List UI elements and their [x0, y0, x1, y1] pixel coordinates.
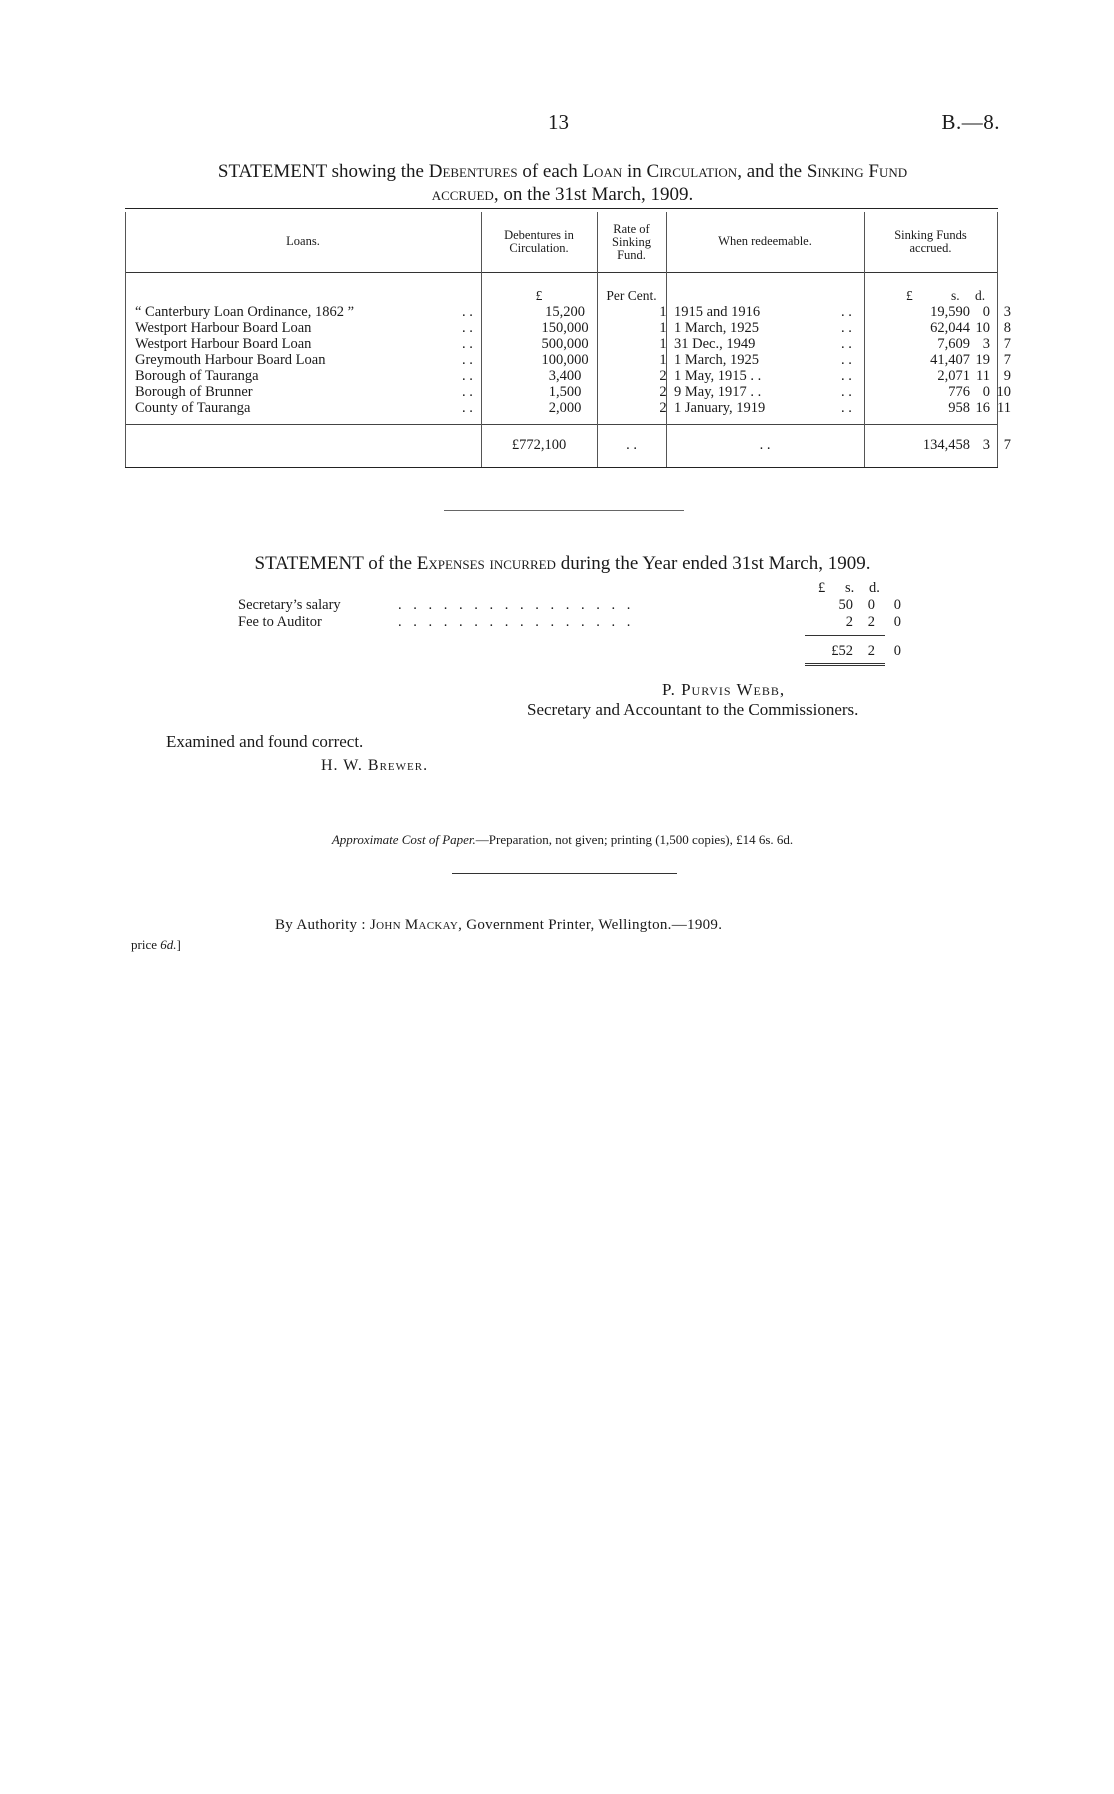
redeemable-date: 1 May, 1915 . . [674, 368, 762, 384]
total-pounds: 134,458 [922, 437, 970, 453]
title-text: during the Year ended 31st March, 1909. [555, 553, 871, 574]
expenses-statement-title [125, 553, 1000, 575]
unit-pence: d. [869, 580, 880, 596]
title-text: Circulation [646, 161, 738, 182]
table-row [125, 368, 1011, 384]
dot-leaders: . . . . . . . . . . . . . . . . [398, 614, 635, 630]
unit-shillings: s. [845, 580, 855, 596]
unit-pound: £ [818, 580, 826, 596]
unit-pound: £ [535, 288, 543, 303]
sinking-pounds: 62,044 [930, 320, 970, 336]
header-line: Rate of [613, 222, 650, 236]
debentures-value: 3,400 [548, 368, 582, 384]
loan-name: Greymouth Harbour Board Loan [135, 352, 326, 368]
dot-leaders: . . [462, 320, 473, 336]
cost-label: Approximate Cost of Paper. [331, 832, 476, 847]
signatory-name: P. Purvis Webb, [662, 680, 786, 699]
rate-value: 1 [659, 304, 667, 320]
table-rule [125, 424, 998, 425]
expense-shillings: 0 [867, 597, 875, 613]
column-header-debentures [481, 229, 597, 255]
sinking-pence: 8 [1003, 320, 1011, 336]
title-text: accrued [431, 184, 494, 205]
table-row [125, 304, 1011, 320]
loan-name: Westport Harbour Board Loan [135, 320, 312, 336]
sinking-shillings: 19 [975, 352, 990, 368]
page-number: 13 [548, 110, 569, 134]
rate-value: 2 [659, 400, 667, 416]
title-text: Expenses incurred [416, 553, 556, 574]
printer-name: John Mackay [369, 917, 459, 933]
total-when: . . [759, 437, 771, 453]
loan-name: Borough of Brunner [135, 384, 253, 400]
header-line: Fund. [617, 248, 646, 262]
price-bracket: ] [176, 937, 181, 952]
debentures-value: 100,000 [541, 352, 589, 368]
dot-leaders: . . [462, 384, 473, 400]
rate-value: 1 [659, 320, 667, 336]
debentures-value: 2,000 [548, 400, 582, 416]
sum-rule [805, 635, 885, 636]
table-row [125, 352, 1011, 368]
redeemable-date: 9 May, 1917 . . [674, 384, 762, 400]
sinking-shillings: 16 [975, 400, 990, 416]
column-header-when: When redeemable. [718, 234, 812, 248]
expense-total-row [238, 643, 901, 660]
unit-pound: £ [906, 288, 913, 303]
dot-leaders: . . [841, 400, 852, 416]
loan-name: Borough of Tauranga [135, 368, 259, 384]
expense-pounds: 50 [838, 597, 853, 613]
sinking-pounds: 2,071 [937, 368, 970, 384]
debentures-value: 15,200 [545, 304, 585, 320]
unit-pence: d. [975, 288, 986, 303]
imprint-text: By Authority : [275, 917, 370, 933]
sinking-pence: 9 [1003, 368, 1011, 384]
expense-total-pence: 0 [893, 643, 901, 659]
signatory-title: Secretary and Accountant to the Commissioners. [527, 700, 859, 719]
rate-value: 1 [659, 352, 667, 368]
dot-leaders: . . [841, 304, 852, 320]
loan-name: Westport Harbour Board Loan [135, 336, 312, 352]
expense-row [238, 597, 901, 614]
sinking-shillings: 0 [982, 384, 990, 400]
sinking-pence: 7 [1003, 352, 1011, 368]
sinking-pounds: 7,609 [937, 336, 970, 352]
expense-label: Fee to Auditor [238, 614, 322, 630]
column-header-rate [597, 223, 666, 262]
dot-leaders: . . . . . . . . . . . . . . . . [398, 597, 635, 613]
dot-leaders: . . [462, 352, 473, 368]
header-line: Circulation. [509, 241, 569, 255]
total-shillings: 3 [982, 437, 990, 453]
dot-leaders: . . [462, 368, 473, 384]
table-row [125, 320, 1011, 336]
expense-pence: 0 [893, 597, 901, 613]
rate-value: 2 [659, 384, 667, 400]
dot-leaders: . . [462, 304, 473, 320]
header-line: Sinking Funds [894, 228, 967, 242]
cost-text: —Preparation, not given; printing (1,500 copies), £14 6s. 6d. [475, 832, 794, 847]
column-header-loans: Loans. [286, 234, 320, 248]
dot-leaders: . . [462, 336, 473, 352]
table-rule [125, 208, 998, 209]
expense-total-pounds: £52 [831, 643, 853, 659]
rate-value: 1 [659, 336, 667, 352]
price-label: price [131, 937, 161, 952]
header-line: Sinking [612, 235, 651, 249]
expense-label: Secretary’s salary [238, 597, 341, 613]
dot-leaders: . . [841, 336, 852, 352]
sinking-shillings: 10 [975, 320, 990, 336]
expense-row [238, 614, 901, 631]
title-text: STATEMENT showing the [217, 161, 429, 182]
redeemable-date: 31 Dec., 1949 [674, 336, 756, 352]
expense-pence: 0 [893, 614, 901, 630]
title-text: , and the [737, 161, 807, 182]
header-line: Debentures in [504, 228, 574, 242]
table-rule [125, 272, 998, 273]
sinking-pounds: 958 [948, 400, 970, 416]
unit-shillings: s. [951, 288, 960, 303]
expense-shillings: 2 [867, 614, 875, 630]
section-separator [444, 510, 684, 511]
sinking-pounds: 41,407 [930, 352, 970, 368]
redeemable-date: 1 January, 1919 [674, 400, 766, 416]
printer-imprint [275, 917, 722, 934]
rate-value: 2 [659, 368, 667, 384]
section-separator [452, 873, 677, 874]
sinking-pounds: 776 [948, 384, 970, 400]
dot-leaders: . . [841, 352, 852, 368]
unit-per-cent: Per Cent. [606, 288, 657, 303]
cost-of-paper-note [125, 832, 1000, 848]
price-value: 6d. [160, 937, 177, 952]
dot-leaders: . . [841, 320, 852, 336]
imprint-text: , Government Printer, Wellington.—1909. [458, 917, 723, 933]
title-text: Sinking Fund [806, 161, 908, 182]
redeemable-date: 1915 and 1916 [674, 304, 761, 320]
table-row [125, 400, 1011, 416]
title-text: STATEMENT of the [254, 553, 417, 574]
sinking-shillings: 3 [982, 336, 990, 352]
debentures-value: 150,000 [541, 320, 589, 336]
debentures-statement-title [125, 160, 1000, 206]
expense-total-shillings: 2 [867, 643, 875, 659]
redeemable-date: 1 March, 1925 [674, 352, 759, 368]
debentures-table [125, 208, 1011, 470]
sinking-shillings: 0 [982, 304, 990, 320]
debentures-value: 500,000 [541, 336, 589, 352]
audit-statement: Examined and found correct. [166, 732, 364, 751]
title-text: of each [517, 161, 583, 182]
title-text: Debentures [428, 161, 518, 182]
table-row [125, 384, 1011, 400]
sinking-pence: 7 [1003, 336, 1011, 352]
title-text: Loan [582, 161, 623, 182]
table-row [125, 336, 1011, 352]
auditor-name: H. W. Brewer. [321, 757, 429, 774]
dot-leaders: . . [841, 384, 852, 400]
dot-leaders: . . [462, 400, 473, 416]
total-rate: . . [626, 437, 637, 453]
loan-name: County of Tauranga [135, 400, 251, 416]
redeemable-date: 1 March, 1925 [674, 320, 759, 336]
title-text: , on the 31st March, 1909. [493, 184, 694, 205]
title-text: in [622, 161, 647, 182]
table-rule [125, 467, 998, 468]
sinking-pence: 11 [997, 400, 1011, 416]
total-debentures: £772,100 [511, 437, 567, 453]
expense-pounds: 2 [845, 614, 853, 630]
column-header-sinking [864, 229, 997, 255]
sinking-shillings: 11 [976, 368, 990, 384]
debentures-value: 1,500 [548, 384, 582, 400]
dot-leaders: . . [841, 368, 852, 384]
total-pence: 7 [1003, 437, 1011, 453]
loan-name: “ Canterbury Loan Ordinance, 1862 ” [135, 304, 355, 320]
total-double-rule [805, 663, 885, 668]
price-note [131, 937, 181, 953]
document-reference: B.—8. [941, 110, 1000, 134]
sinking-pence: 3 [1003, 304, 1011, 320]
sinking-pounds: 19,590 [930, 304, 970, 320]
sinking-pence: 10 [996, 384, 1011, 400]
header-line: accrued. [909, 241, 952, 255]
